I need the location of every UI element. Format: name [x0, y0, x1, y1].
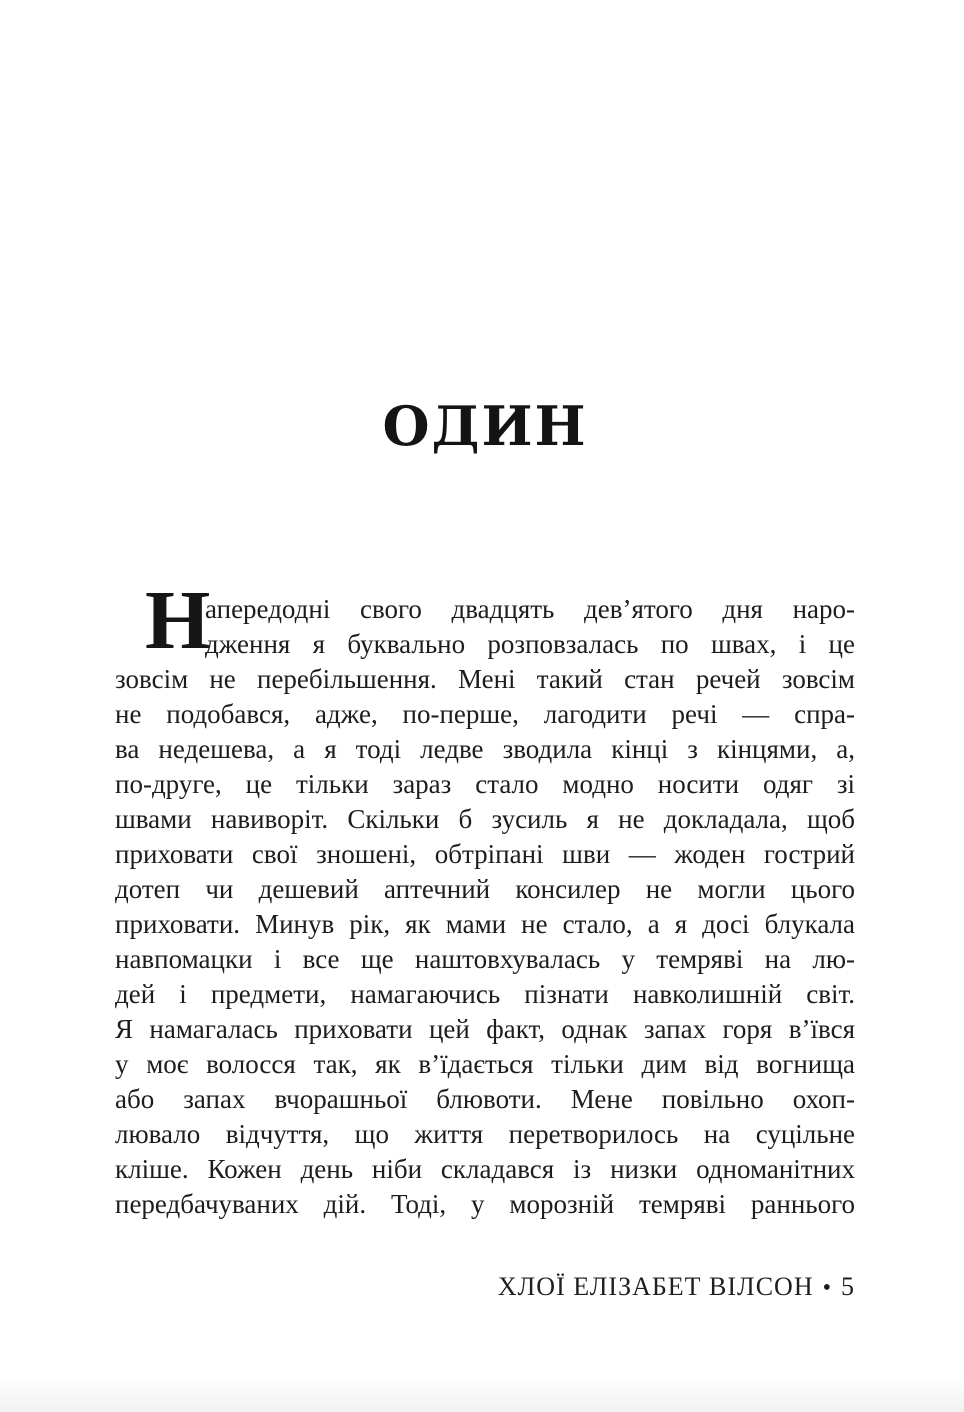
text-line: швами навиворіт. Скільки б зусиль я не докладала, щоб [115, 804, 855, 834]
page-bottom-shadow [0, 1378, 964, 1412]
text-line: зовсім не перебільшення. Мені такий стан речей зовсім [115, 664, 855, 694]
text-line: не подобався, адже, по-перше, лагодити речі — спра- [115, 699, 855, 729]
running-head: ХЛОЇ ЕЛІЗАБЕТ ВІЛСОН [497, 1272, 814, 1301]
text-line: дження я буквально розповзалась по швах, і це [205, 629, 855, 659]
page-number: 5 [841, 1272, 855, 1301]
text-line: дей і предмети, намагаючись пізнати навколишній світ. [115, 979, 855, 1009]
drop-cap: Н [145, 574, 211, 667]
text-line: по-друге, це тільки зараз стало модно носити одяг зі [115, 769, 855, 799]
text-line: у моє волосся так, як в’їдається тільки дим від вогнища [115, 1049, 855, 1079]
text-line: або запах вчорашньої блювоти. Мене повільно охоп- [115, 1084, 855, 1114]
paragraph [115, 574, 855, 1222]
text-line: кліше. Кожен день ніби складався із низки одноманітних [115, 1154, 855, 1184]
text-line: Я намагалась приховати цей факт, однак запах горя в’ївся [115, 1014, 855, 1044]
text-line: навпомацки і все ще наштовхувалась у темряві на лю- [115, 944, 855, 974]
text-line: дотеп чи дешевий аптечний консилер не могли цього [115, 874, 855, 904]
text-line: приховати свої зношені, обтріпані шви — жоден гострий [115, 839, 855, 869]
text-lines [115, 592, 855, 1222]
page-footer [115, 1271, 855, 1304]
text-line: апередодні свого двадцять дев’ятого дня наро- [205, 594, 855, 624]
text-line: ва недешева, а я тоді ледве зводила кінці з кінцями, а, [115, 734, 855, 764]
text-line: приховати. Минув рік, як мами не стало, а я досі блукала [115, 909, 855, 939]
text-line: лювало відчуття, що життя перетворилось на суцільне [115, 1119, 855, 1149]
text-line: передбачуваних дій. Тоді, у морозній темряві раннього [115, 1189, 855, 1219]
chapter-title: ОДИН [382, 394, 588, 459]
footer-separator: • [822, 1275, 832, 1301]
